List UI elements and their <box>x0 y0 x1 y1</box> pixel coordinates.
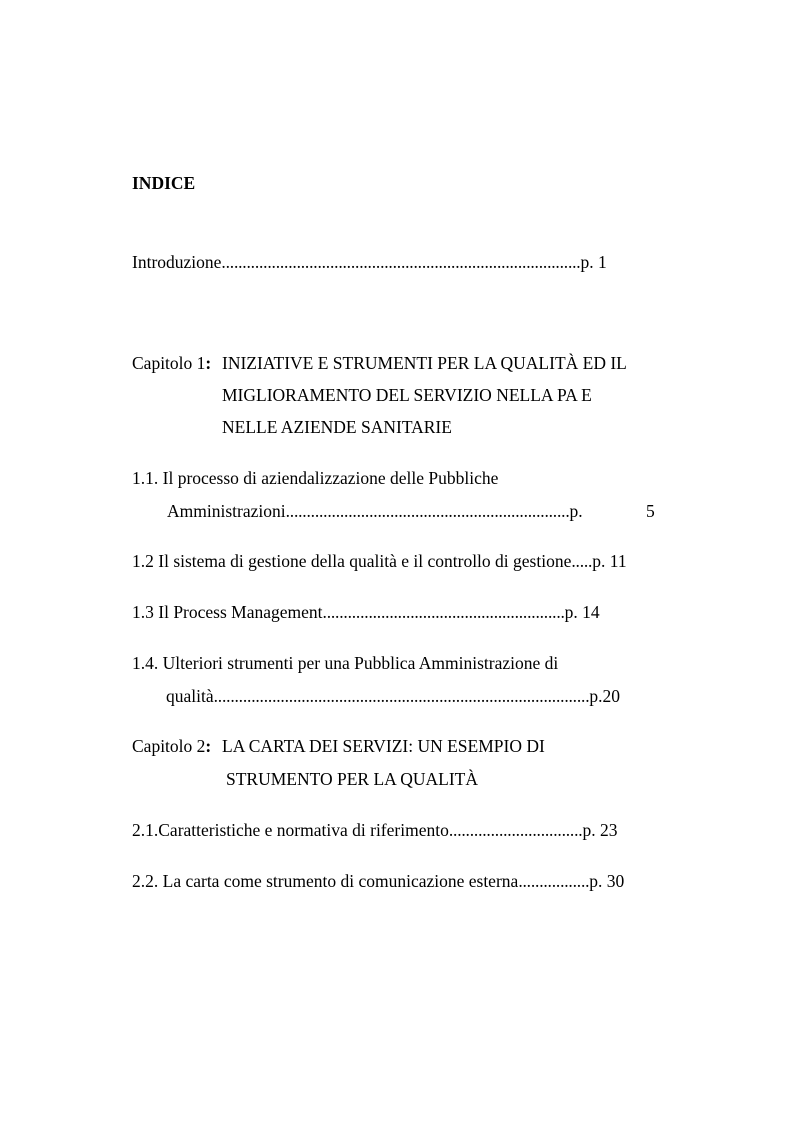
chapter-label: Capitolo 2 <box>132 736 206 756</box>
toc-entry-label: 1.3 Il Process Management <box>132 602 323 622</box>
toc-entry-page: p. 14 <box>564 602 600 622</box>
toc-entry-pp: p. <box>569 501 583 521</box>
toc-entry-1-4-line2 <box>166 685 620 707</box>
toc-entry-1-1-line2 <box>167 500 583 522</box>
chapter-title-line: STRUMENTO PER LA QUALITÀ <box>226 769 478 789</box>
toc-entry-page: p. 23 <box>582 820 618 840</box>
chapter-colon: : <box>205 736 212 756</box>
toc-entry-2-1 <box>132 819 617 841</box>
leader-dots: .......................................................................................... <box>213 686 590 706</box>
toc-entry-label: Introduzione <box>132 252 222 272</box>
toc-entry-page: p. 1 <box>580 252 607 272</box>
toc-entry-page: p. 30 <box>589 871 625 891</box>
toc-entry-label: 2.2. La carta come strumento di comunicazione esterna <box>132 871 519 891</box>
toc-entry-intro <box>132 251 607 273</box>
toc-entry-label: 1.2 Il sistema di gestione della qualità e il controllo di gestione <box>132 551 572 571</box>
leader-dots: .......................................................... <box>322 602 565 622</box>
toc-entry-2-2 <box>132 870 624 892</box>
chapter-title-line: NELLE AZIENDE SANITARIE <box>222 417 452 437</box>
leader-dots: .................................................................... <box>285 501 570 521</box>
chapter-title-line: INIZIATIVE E STRUMENTI PER LA QUALITÀ ED IL <box>222 353 627 373</box>
toc-entry-page: p.20 <box>589 686 621 706</box>
chapter-heading-2 <box>132 735 211 757</box>
chapter-heading-1 <box>132 352 211 374</box>
chapter-title-line: LA CARTA DEI SERVIZI: UN ESEMPIO DI <box>222 736 545 756</box>
toc-entry-page: p. 11 <box>592 551 627 571</box>
page-title: INDICE <box>132 173 196 193</box>
leader-dots: ..... <box>571 551 593 571</box>
toc-entry-1-3 <box>132 601 600 623</box>
leader-dots: ................................ <box>448 820 583 840</box>
chapter-title-line: MIGLIORAMENTO DEL SERVIZIO NELLA PA E <box>222 385 592 405</box>
toc-entry-page: 5 <box>646 501 655 521</box>
toc-entry-label: Amministrazioni <box>167 501 286 521</box>
leader-dots: ...................................................................................... <box>221 252 581 272</box>
chapter-label: Capitolo 1 <box>132 353 206 373</box>
toc-entry-1-1-line1: 1.1. Il processo di aziendalizzazione delle Pubbliche <box>132 468 499 488</box>
toc-entry-1-2 <box>132 550 627 572</box>
toc-entry-label: qualità <box>166 686 214 706</box>
chapter-colon: : <box>205 353 212 373</box>
toc-entry-1-4-line1: 1.4. Ulteriori strumenti per una Pubblica Amministrazione di <box>132 653 559 673</box>
toc-entry-label: 2.1.Caratteristiche e normativa di riferimento <box>132 820 449 840</box>
leader-dots: ................. <box>518 871 590 891</box>
